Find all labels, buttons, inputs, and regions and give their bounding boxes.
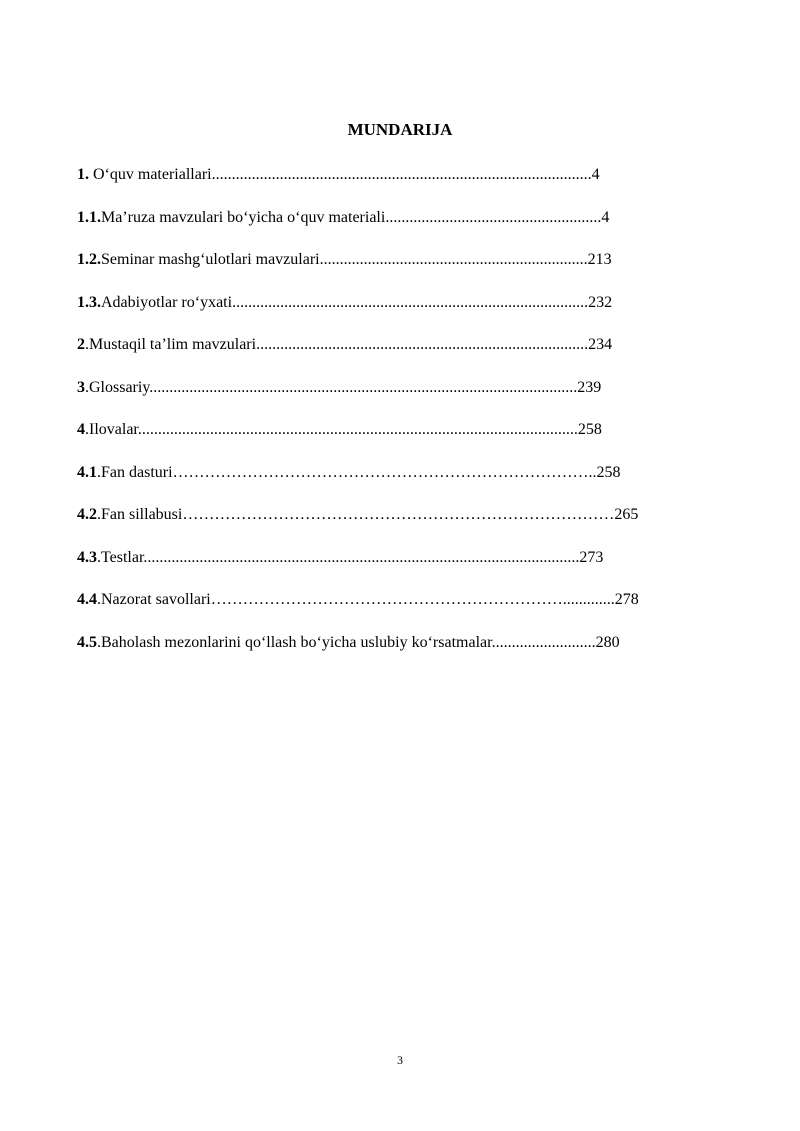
toc-entry-number: 1. xyxy=(77,166,89,183)
toc-entry-label: O‘quv materiallari xyxy=(89,166,212,183)
toc-entry-page: 258 xyxy=(577,421,602,438)
toc-entry-leader: …………………………………………………………............. xyxy=(210,591,615,608)
toc-entry-number: 4.3 xyxy=(77,548,97,566)
toc-entry-leader: ............................................................................................... xyxy=(211,166,592,183)
toc-entry-leader: .......................... xyxy=(491,633,596,651)
toc-entry-leader: ......................................................................................... xyxy=(232,293,589,311)
toc-entry-page: 265 xyxy=(614,506,639,523)
toc-entry-page: 4 xyxy=(601,208,610,226)
toc-entry-number: 4.4 xyxy=(77,591,97,608)
toc-entry-label: .Fan dasturi xyxy=(97,463,173,481)
toc-entry-label: .Baholash mezonlarini qo‘llash bo‘yicha uslubiy ko‘rsatmalar xyxy=(97,633,492,651)
toc-entry-label: .Glossariy xyxy=(85,378,150,396)
document-title: MUNDARIJA xyxy=(347,120,453,139)
toc-entry xyxy=(77,419,737,462)
toc-entry-number: 2 xyxy=(77,336,85,353)
toc-entry-number: 4 xyxy=(77,421,85,438)
toc-entry-leader: ................................................................................... xyxy=(256,336,589,353)
toc-entry-label: .Mustaqil ta’lim mavzulari xyxy=(85,336,257,353)
toc-entry xyxy=(77,547,737,590)
toc-entry-page: 273 xyxy=(579,548,604,566)
toc-entry xyxy=(77,589,737,632)
toc-entry-leader: ........................................................................................................... xyxy=(149,378,578,396)
toc-entry-page: 239 xyxy=(577,378,602,396)
toc-entry-number: 3 xyxy=(77,378,85,396)
toc-entry-number: 4.2 xyxy=(77,506,97,523)
toc-entry-page: 4 xyxy=(591,166,600,183)
toc-entry-page: 278 xyxy=(614,591,639,608)
toc-entry xyxy=(77,249,737,292)
toc-entry-page: 213 xyxy=(587,251,612,268)
toc-entry-leader: ...................................................... xyxy=(385,208,602,226)
toc-entry-leader: ……………………………………………………………………… xyxy=(182,506,615,523)
toc-entry-leader: ……………………………………………………………………. xyxy=(172,463,593,481)
toc-entry xyxy=(77,462,737,505)
toc-entry-leader: .............................................................................................................. xyxy=(137,421,578,438)
toc-entry-leader: ............................................................................................................. xyxy=(143,548,580,566)
toc-entry xyxy=(77,377,737,420)
toc-entry-number: 1.2. xyxy=(77,251,101,268)
toc-entry-page: .258 xyxy=(592,463,621,481)
toc-entry-number: 1.3. xyxy=(77,293,101,311)
table-of-contents xyxy=(77,164,737,674)
toc-entry-label: .Testlar xyxy=(97,548,144,566)
toc-entry-number: 1.1. xyxy=(77,208,101,226)
toc-entry-label: .Nazorat savollari xyxy=(97,591,211,608)
toc-entry-page: 234 xyxy=(588,336,613,353)
toc-entry-label: .Fan sillabusi xyxy=(97,506,183,523)
toc-entry xyxy=(77,207,737,250)
toc-entry xyxy=(77,504,737,547)
toc-entry-label: .Ilovalar xyxy=(85,421,138,438)
toc-entry-number: 4.1 xyxy=(77,463,97,481)
toc-entry-label: Ma’ruza mavzulari bo‘yicha o‘quv materiali xyxy=(101,208,386,226)
toc-entry xyxy=(77,632,737,675)
toc-entry-page: 280 xyxy=(595,633,620,651)
toc-entry xyxy=(77,292,737,335)
toc-entry-label: Adabiyotlar ro‘yxati xyxy=(101,293,233,311)
toc-entry xyxy=(77,334,737,377)
toc-entry xyxy=(77,164,737,207)
toc-entry-label: Seminar mashg‘ulotlari mavzulari xyxy=(101,251,320,268)
toc-entry-number: 4.5 xyxy=(77,633,97,651)
toc-entry-leader: ................................................................... xyxy=(319,251,588,268)
toc-entry-page: 232 xyxy=(588,293,613,311)
page-number: 3 xyxy=(397,1053,403,1067)
